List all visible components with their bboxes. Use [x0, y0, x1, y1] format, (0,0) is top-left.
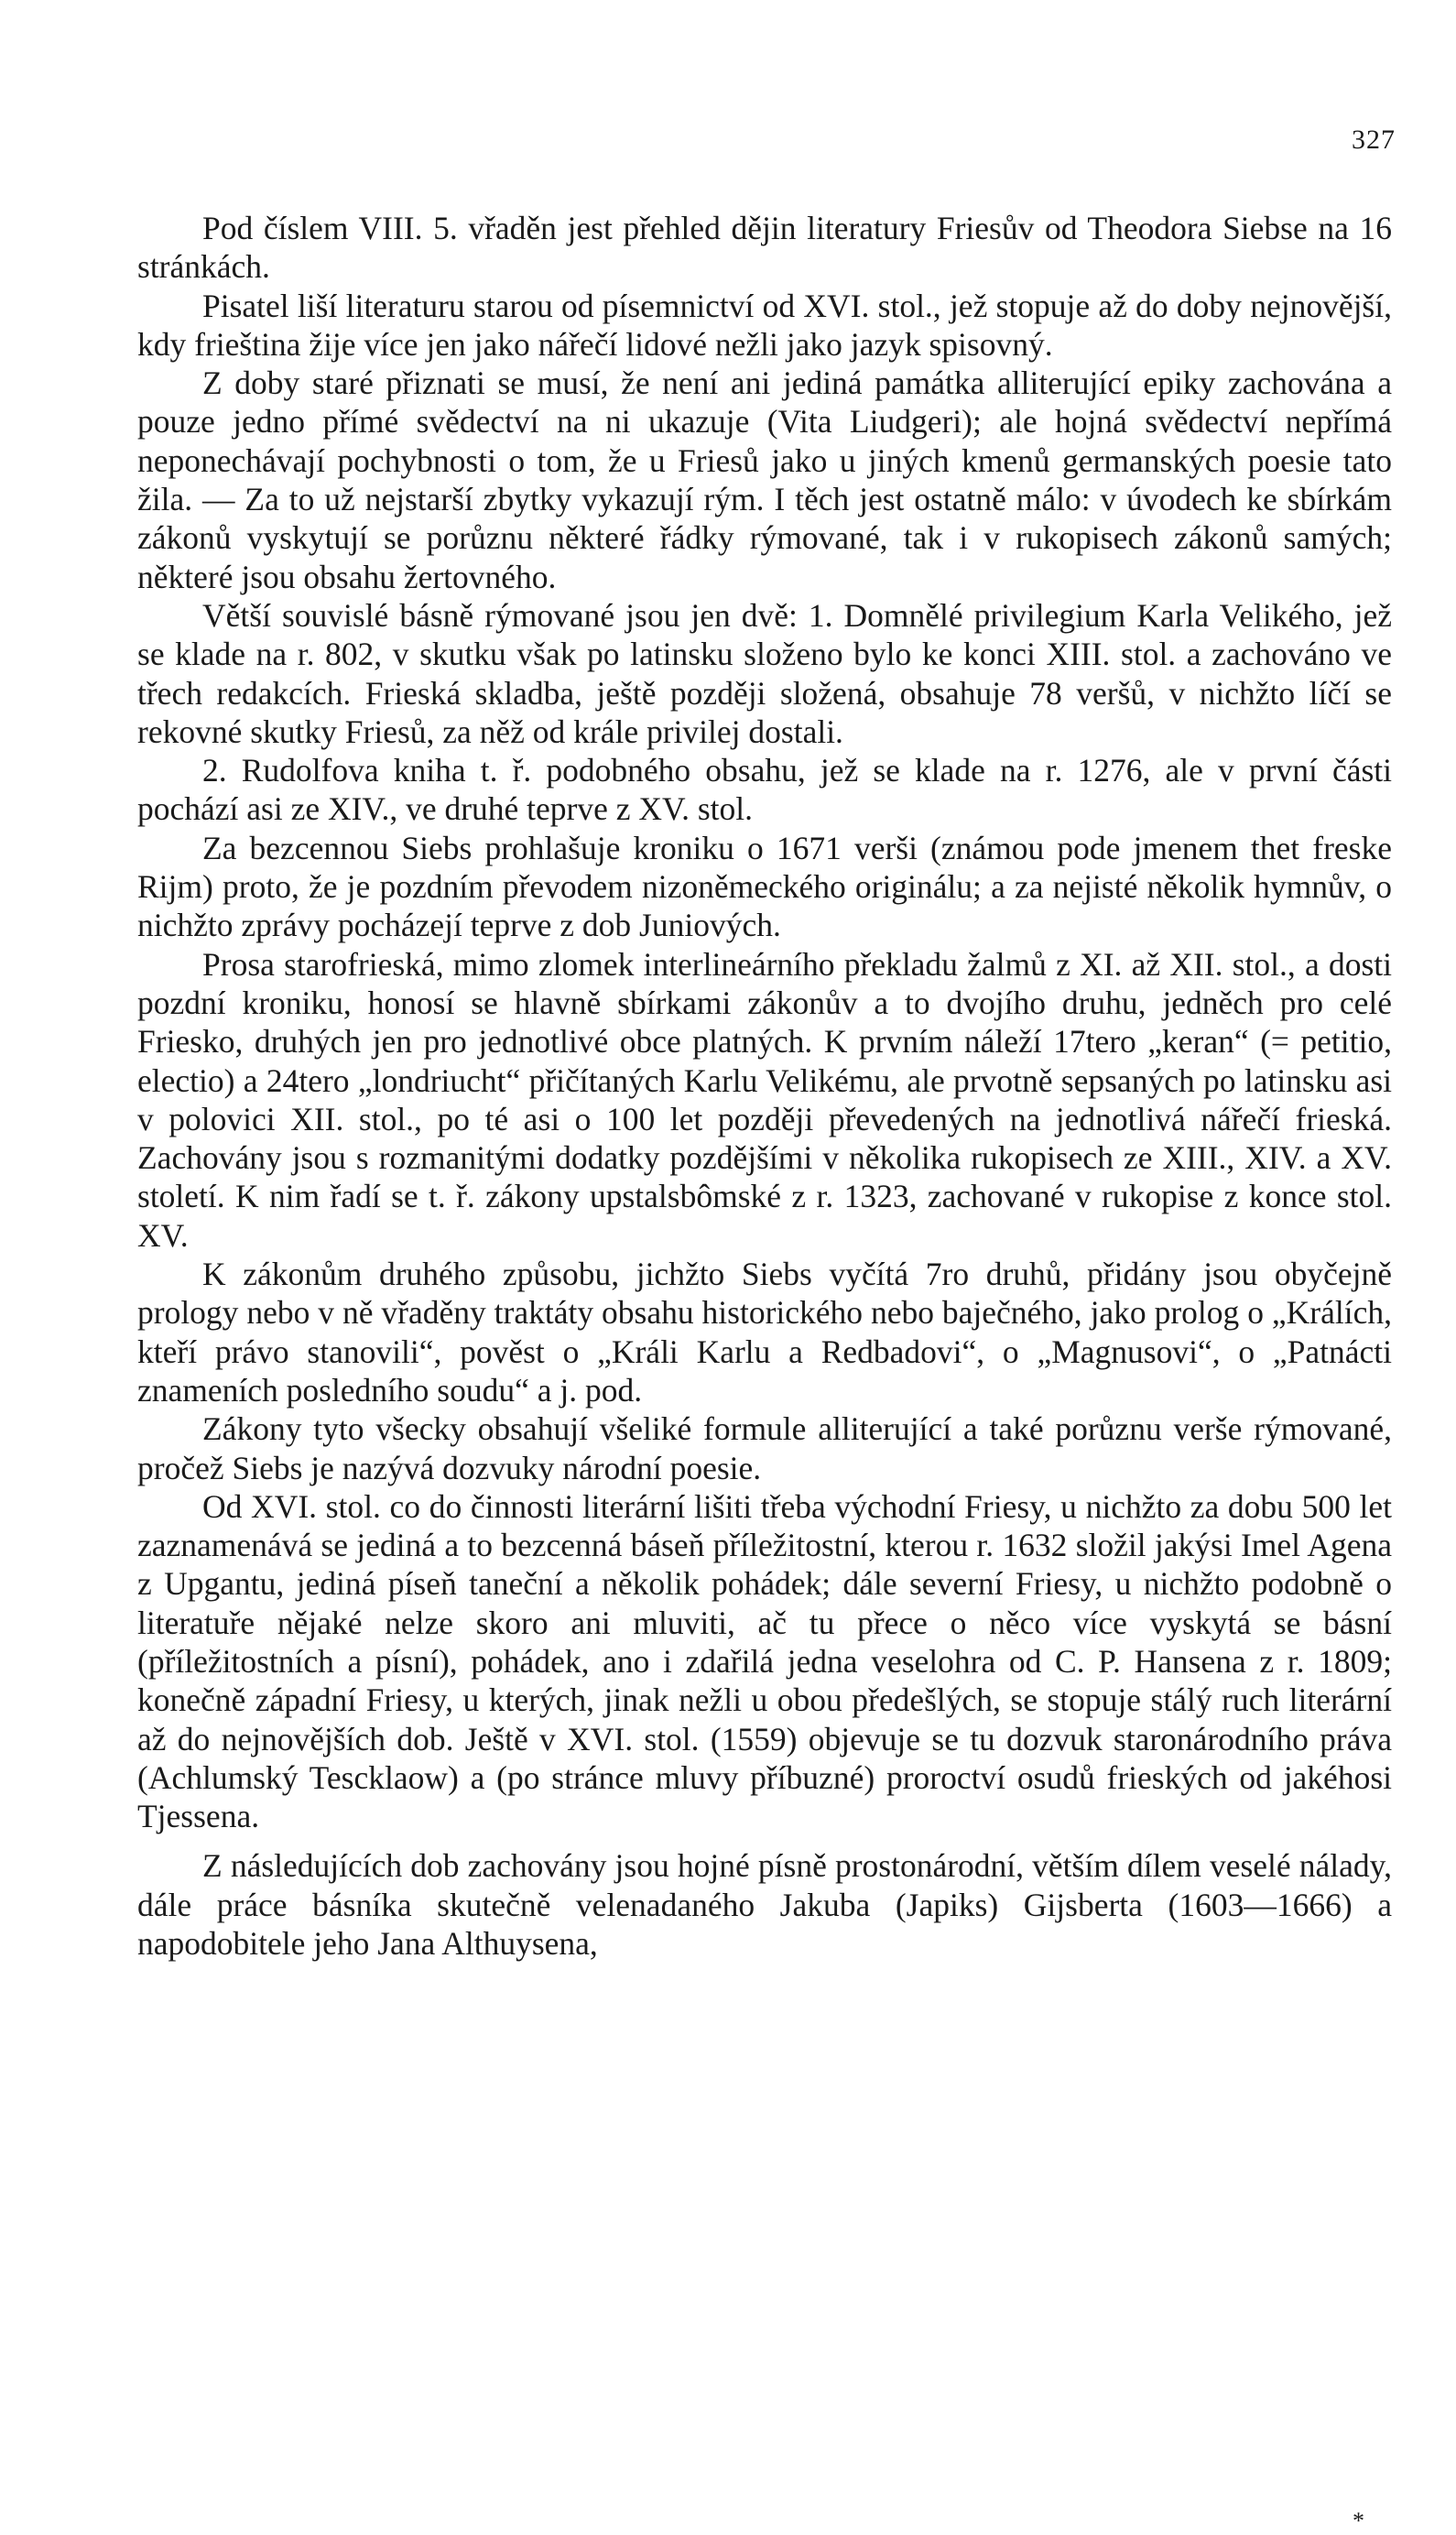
paragraph: Pisatel liší literaturu starou od písemnictví od XVI. stol., jež stopuje až do doby nejnovější, kdy frieština žije více jen jako nářečí lidové nežli jako jazyk spisovný.	[137, 287, 1392, 363]
page-number: 327	[1352, 125, 1396, 155]
paragraph: 2. Rudolfova kniha t. ř. podobného obsahu, jež se klade na r. 1276, ale v první části pochází asi ze XIV., ve druhé teprve z XV. stol.	[137, 752, 1392, 828]
body-text	[137, 209, 1392, 1963]
paragraph: Zákony tyto všecky obsahují všeliké formule alliterující a také porůznu verše rýmované, pročež Siebs je nazývá dozvuky národní poesie.	[137, 1410, 1392, 1486]
paragraph: Prosa starofrieská, mimo zlomek interlineárního překladu žalmů z XI. až XII. stol., a dosti pozdní kroniku, honosí se hlavně sbírkami zákonův a to dvojího druhu, jedněch pro celé Friesko, druhých jen pro jednotlivé obce platných. K prvním náleží 17tero „keran“ (= petitio, electio) a 24tero „londriucht“ přičítaných Karlu Velikému, ale prvotně sepsaných po latinsku asi v polovici XII. stol., po té asi o 100 let později převedených na jednotlivá nářečí frieská. Zachovány jsou s rozmanitými dodatky pozdějšími v několika rukopisech ze XIII., XIV. a XV. století. K nim řadí se t. ř. zákony upstalsbômské z r. 1323, zachované v rukopise z konce stol. XV.	[137, 945, 1392, 1254]
signature-mark: *	[1353, 2508, 1364, 2534]
paragraph: Pod číslem VIII. 5. vřaděn jest přehled dějin literatury Friesův od Theodora Siebse na 16 stránkách.	[137, 210, 1392, 286]
paragraph: Z následujících dob zachovány jsou hojné písně prostonárodní, větším dílem veselé nálady, dále práce básníka skutečně velenadaného Jakuba (Japiks) Gijsberta (1603—1666) a napodobitele jeho Jana Althuysena,	[137, 1847, 1392, 1963]
paragraph: Za bezcennou Siebs prohlašuje kroniku o 1671 verši (známou pode jmenem thet freske Rijm) proto, že je pozdním převodem nizoněmeckého originálu; a za nejisté několik hymnův, o nichžto zprávy pocházejí teprve z dob Juniových.	[137, 829, 1392, 944]
paragraph: K zákonům druhého způsobu, jichžto Siebs vyčítá 7ro druhů, přidány jsou obyčejně prology nebo v ně vřaděny traktáty obsahu historického nebo baječného, jako prolog o „Králích, kteří právo stanovili“, pověst o „Králi Karlu a Redbadovi“, o „Magnusovi“, o „Patnácti znameních posledního soudu“ a j. pod.	[137, 1256, 1392, 1409]
paragraph: Od XVI. stol. co do činnosti literární lišiti třeba východní Friesy, u nichžto za dobu 500 let zaznamenává se jediná a to bezcenná báseň příležitostní, kterou r. 1632 složil jakýsi Imel Agena z Upgantu, jediná píseň taneční a několik pohádek; dále severní Friesy, u nichžto podobně o literatuře nějaké nelze skoro ani mluviti, ač tu přece o něco více vyskytá se básní (příležitostních a písní), pohádek, ano i zdařilá jedna veselohra od C. P. Hansena z r. 1809; konečně západní Friesy, u kterých, jinak nežli u obou předešlých, se stopuje stálý ruch literární až do nejnovějších dob. Ještě v XVI. stol. (1559) objevuje se tu dozvuk staronárodního práva (Achlumský Tescklaow) a (po stránce mluvy příbuzné) proroctví osudů frieských od jakéhosi Tjessena.	[137, 1487, 1392, 1835]
paragraph: Z doby staré přiznati se musí, že není ani jediná památka alliterující epiky zachována a pouze jedno přímé svědectví na ni ukazuje (Vita Liudgeri); ale hojná svědectví nepřímá neponechávají pochybnosti o tom, že u Friesů jako u jiných kmenů germanských poesie tato žila. — Za to už nejstarší zbytky vykazují rým. I těch jest ostatně málo: v úvodech ke sbírkám zákonů vyskytují se porůznu některé řádky rýmované, tak i v rukopisech zákonů samých; některé jsou obsahu žertovného.	[137, 364, 1392, 595]
paragraph: Větší souvislé básně rýmované jsou jen dvě: 1. Domnělé privilegium Karla Velikého, jež se klade na r. 802, v skutku však po latinsku složeno bylo ke konci XIII. stol. a zachováno ve třech redakcích. Frieská skladba, ještě později složená, obsahuje 78 veršů, v nichžto líčí se rekovné skutky Friesů, za něž od krále privilej dostali.	[137, 596, 1392, 750]
